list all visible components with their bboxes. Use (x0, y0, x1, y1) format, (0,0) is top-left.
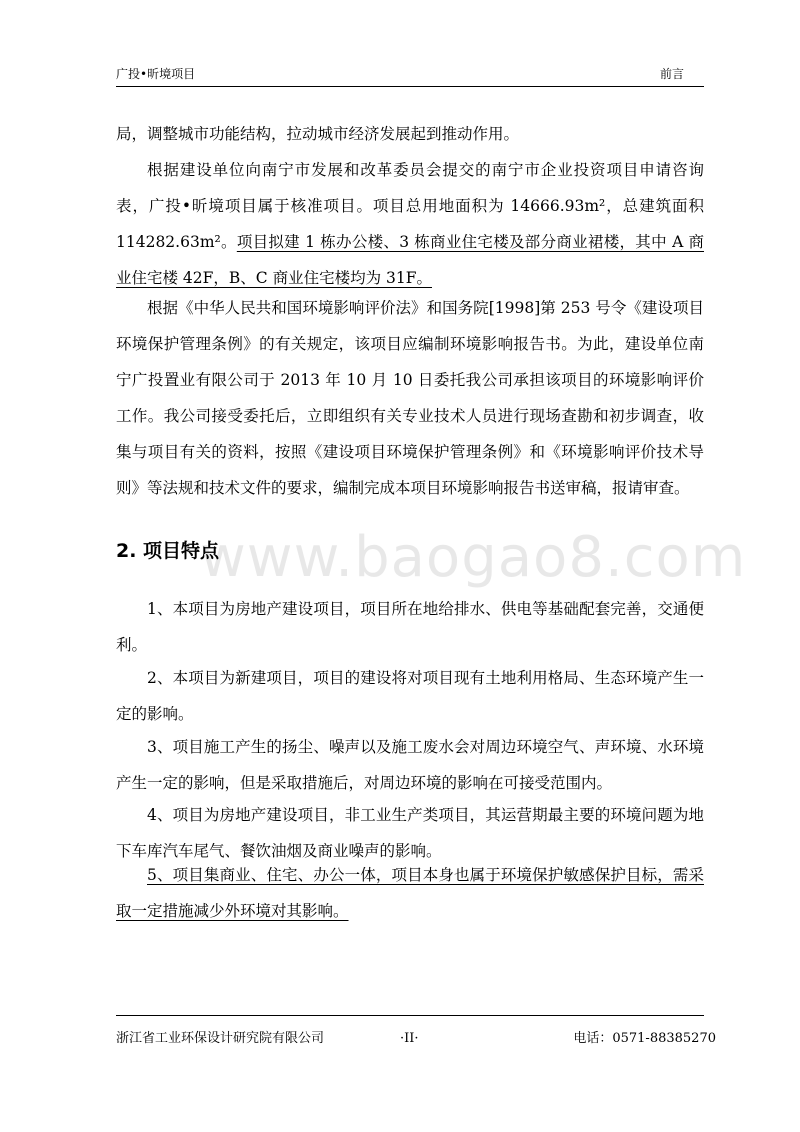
feature-item-1 (116, 591, 704, 663)
list-item: 4、项目为房地产建设项目，非工业生产类项目，其运营期最主要的环境问题为地下车库汽车尾气、餐饮油烟及商业噪声的影响。 (116, 806, 704, 860)
paragraph-text: 根据建设单位向南宁市发展和改革委员会提交的南宁市企业投资项目申请咨询表，广投•昕境项目属于核准项目。项目总用地面积为 14666.93m²，总建筑面积 114282.63m²。 (116, 161, 704, 251)
page-footer (116, 1028, 716, 1050)
page-number: ·II· (400, 1031, 419, 1046)
footer-divider (116, 1015, 704, 1016)
footer-company: 浙江省工业环保设计研究院有限公司 (116, 1031, 325, 1046)
header-project-name: 广投•昕境项目 (116, 67, 196, 81)
page-header (116, 63, 704, 85)
feature-item-3 (116, 729, 704, 801)
paragraph-legal-basis (116, 290, 704, 506)
feature-item-5 (116, 857, 704, 929)
section-heading: 2. 项目特点 (116, 540, 220, 562)
paragraph-continuation (116, 116, 704, 152)
list-item: 5、项目集商业、住宅、办公一体，项目本身也属于环境保护敏感保护目标，需采取一定措施减少外环境对其影响。 (116, 866, 704, 920)
watermark: www.baogao8.com (200, 525, 747, 590)
footer-phone: 电话：0571-88385270 (573, 1031, 716, 1046)
list-item: 3、项目施工产生的扬尘、噪声以及施工废水会对周边环境空气、声环境、水环境产生一定的影响，但是采取措施后，对周边环境的影响在可接受范围内。 (116, 738, 704, 792)
header-section-name: 前言 (659, 67, 684, 81)
list-item: 1、本项目为房地产建设项目，项目所在地给排水、供电等基础配套完善，交通便利。 (116, 600, 704, 654)
paragraph-text: 根据《中华人民共和国环境影响评价法》和国务院[1998]第 253 号令《建设项目环境保护管理条例》的有关规定，该项目应编制环境影响报告书。为此，建设单位南宁广投置业有限公司于 2013 年 10 月 10 日委托我公司承担该项目的环境影响评价工作。我公司接受委托后，立即组织有关专业技术人员进行现场查勘和初步调查，收集与项目有关的资料，按照《建设项目环境保护管理条例》和《环境影响评价技术导则》等法规和技术文件的要求，编制完成本项目环境影响报告书送审稿，报请审查。 (116, 299, 704, 497)
paragraph-text: 局，调整城市功能结构，拉动城市经济发展起到推动作用。 (116, 125, 520, 143)
feature-item-2 (116, 660, 704, 732)
paragraph-project-approval (116, 152, 704, 296)
list-item: 2、本项目为新建项目，项目的建设将对项目现有土地利用格局、生态环境产生一定的影响。 (116, 669, 704, 723)
underlined-building-info: 项目拟建 1 栋办公楼、3 栋商业住宅楼及部分商业裙楼，其中 A 商业住宅楼 42F，B、C 商业住宅楼均为 31F。 (116, 233, 704, 287)
header-divider (116, 86, 704, 87)
